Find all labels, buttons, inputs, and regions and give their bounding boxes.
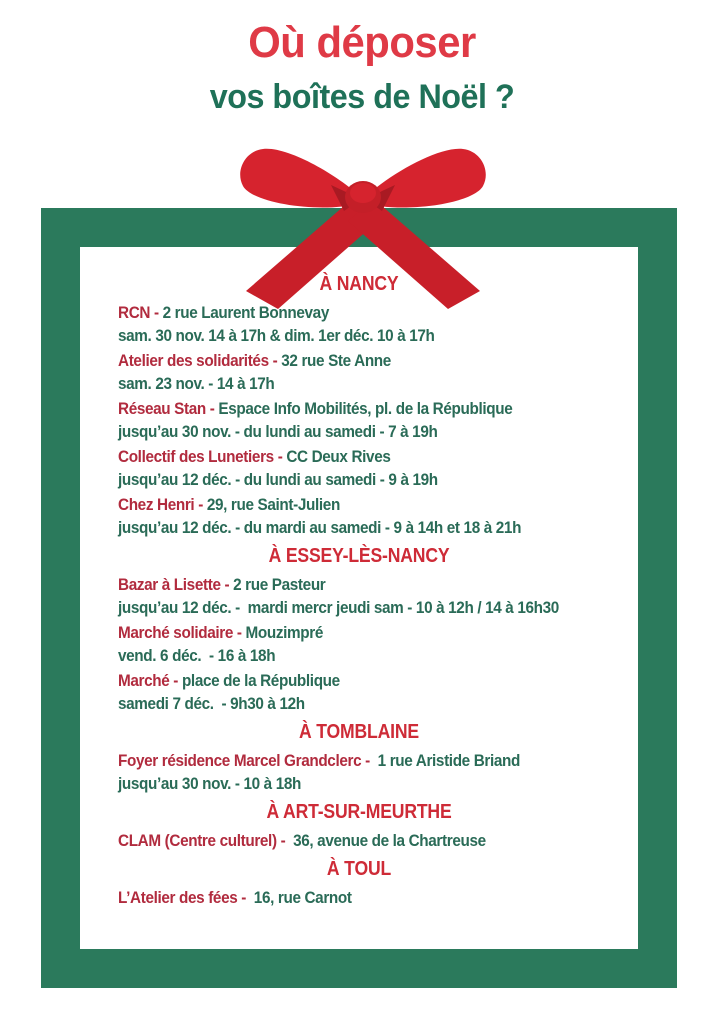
venue-name: Chez Henri - xyxy=(118,495,203,514)
list-item xyxy=(118,669,624,715)
list-item xyxy=(118,621,624,667)
venue-address: place de la République xyxy=(181,671,340,690)
venue-name: Réseau Stan - xyxy=(118,399,215,418)
section-toul xyxy=(118,856,624,909)
venue-name: Bazar à Lisette - xyxy=(118,575,230,594)
gift-box-frame xyxy=(41,208,677,988)
venue-name: RCN - xyxy=(118,303,159,322)
section-art-sur-meurthe xyxy=(118,799,624,852)
list-item xyxy=(118,886,624,909)
venue-address: Espace Info Mobilités, pl. de la République xyxy=(218,399,513,418)
locations-list xyxy=(80,247,638,949)
list-item xyxy=(118,493,624,539)
venue-name: L’Atelier des fées - xyxy=(118,888,247,907)
list-item xyxy=(118,573,624,619)
venue-schedule: jusqu’au 30 nov. - 10 à 18h xyxy=(118,774,302,793)
venue-name: Marché solidaire - xyxy=(118,623,242,642)
page-title-line1: Où déposer xyxy=(248,18,476,67)
venue-address: Mouzimpré xyxy=(245,623,324,642)
page-title-line2: vos boîtes de Noël ? xyxy=(209,78,515,116)
venue-address: 2 rue Pasteur xyxy=(233,575,326,594)
list-item xyxy=(118,349,624,395)
ribbon-bow-icon xyxy=(232,141,494,313)
list-item xyxy=(118,397,624,443)
section-header: À TOMBLAINE xyxy=(299,721,419,743)
venue-schedule: jusqu’au 12 déc. - mardi mercr jeudi sam - 10 à 12h / 14 à 16h30 xyxy=(118,598,559,617)
venue-name: Marché - xyxy=(118,671,179,690)
venue-schedule: vend. 6 déc. - 16 à 18h xyxy=(118,646,276,665)
venue-address: 16, rue Carnot xyxy=(249,888,352,907)
venue-schedule: jusqu’au 12 déc. - du lundi au samedi - 9 à 19h xyxy=(118,470,438,489)
venue-schedule: jusqu’au 30 nov. - du lundi au samedi - 7 à 19h xyxy=(118,422,438,441)
venue-address: CC Deux Rives xyxy=(286,447,391,466)
section-essey-les-nancy xyxy=(118,543,624,715)
list-item xyxy=(118,445,624,491)
venue-schedule: jusqu’au 12 déc. - du mardi au samedi - 9 à 14h et 18 à 21h xyxy=(118,518,522,537)
list-item xyxy=(118,749,624,795)
venue-name: Collectif des Lunetiers - xyxy=(118,447,283,466)
venue-schedule: samedi 7 déc. - 9h30 à 12h xyxy=(118,694,305,713)
section-header: À TOUL xyxy=(326,858,392,880)
list-item xyxy=(118,829,624,852)
venue-address: 1 rue Aristide Briand xyxy=(373,751,521,770)
venue-name: CLAM (Centre culturel) - xyxy=(118,831,286,850)
venue-address: 29, rue Saint-Julien xyxy=(206,495,340,514)
venue-address: 36, avenue de la Chartreuse xyxy=(289,831,486,850)
section-header: À ART-SUR-MEURTHE xyxy=(266,801,452,823)
venue-schedule: sam. 30 nov. 14 à 17h & dim. 1er déc. 10 à 17h xyxy=(118,326,435,345)
venue-name: Foyer résidence Marcel Grandclerc - xyxy=(118,751,370,770)
section-header: À ESSEY-LÈS-NANCY xyxy=(268,545,450,567)
section-header: À NANCY xyxy=(319,273,399,295)
venue-address: 2 rue Laurent Bonnevay xyxy=(162,303,329,322)
venue-name: Atelier des solidarités - xyxy=(118,351,278,370)
page-title xyxy=(0,18,724,117)
venue-address: 32 rue Ste Anne xyxy=(281,351,391,370)
venue-schedule: sam. 23 nov. - 14 à 17h xyxy=(118,374,275,393)
section-tomblaine xyxy=(118,719,624,795)
